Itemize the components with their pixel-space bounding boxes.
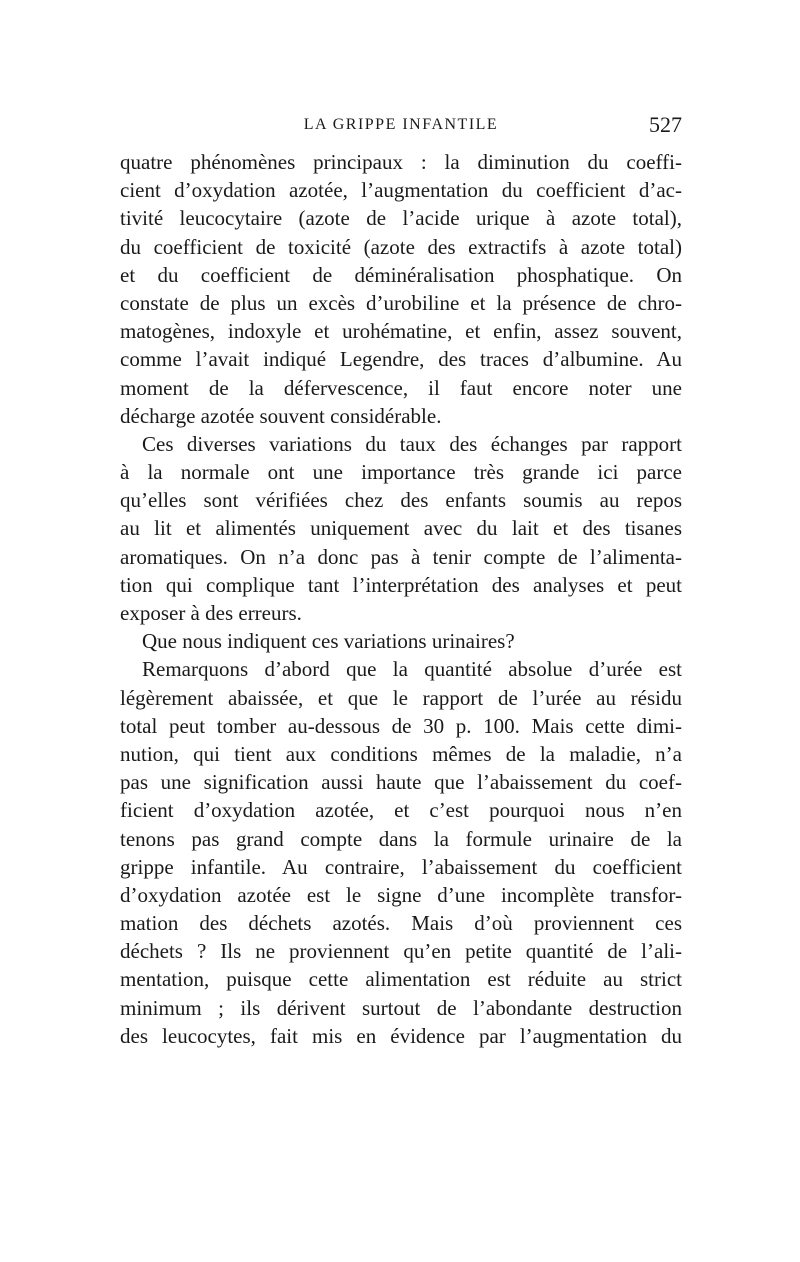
text-line: constate de plus un excès d’urobiline et la présence de chro- [120,290,682,315]
text-line: comme l’avait indiqué Legendre, des traces d’albumine. Au [120,347,682,372]
text-line: Que nous indiquent ces variations urinaires? [142,629,515,654]
running-title: LA GRIPPE INFANTILE [303,116,499,133]
text-line: matogènes, indoxyle et urohématine, et enfin, assez souvent, [120,319,682,344]
text-line: mation des déchets azotés. Mais d’où proviennent ces [120,911,682,936]
text-line: cient d’oxydation azotée, l’augmentation du coefficient d’ac- [120,178,682,203]
text-line: Ces diverses variations du taux des échanges par rapport [142,431,682,456]
text-line: minimum ; ils dérivent surtout de l’abondante destruction [120,995,682,1020]
body-text [120,148,682,1050]
text-line: quatre phénomènes principaux : la diminution du coeffi- [120,150,682,174]
text-line: légèrement abaissée, et que le rapport de l’urée au résidu [120,685,682,710]
text-line: d’oxydation azotée est le signe d’une incomplète transfor- [120,882,682,907]
text-line: tivité leucocytaire (azote de l’acide urique à azote total), [120,206,682,231]
text-line: aromatiques. On n’a donc pas à tenir compte de l’alimenta- [120,544,682,569]
text-line: nution, qui tient aux conditions mêmes de la maladie, n’a [120,741,682,766]
text-line: mentation, puisque cette alimentation est réduite au strict [120,967,682,992]
text-line: grippe infantile. Au contraire, l’abaissement du coefficient [120,854,682,879]
text-line: qu’elles sont vérifiées chez des enfants soumis au repos [120,488,682,513]
text-line: Remarquons d’abord que la quantité absolue d’urée est [142,657,682,682]
text-line: au lit et alimentés uniquement avec du lait et des tisanes [120,516,682,541]
text-line: total peut tomber au-dessous de 30 p. 100. Mais cette dimi- [120,713,682,738]
text-line: pas une signification aussi haute que l’abaissement du coef- [120,770,682,795]
text-line: à la normale ont une importance très grande ici parce [120,460,682,485]
text-line: déchets ? Ils ne proviennent qu’en petite quantité de l’ali- [120,939,682,964]
text-line: moment de la défervescence, il faut encore noter une [120,375,682,400]
text-line: du coefficient de toxicité (azote des extractifs à azote total) [120,234,682,259]
text-line: décharge azotée souvent considérable. [120,403,442,428]
running-head [120,112,682,142]
text-line: des leucocytes, fait mis en évidence par l’augmentation du [120,1023,682,1048]
text-line: et du coefficient de déminéralisation phosphatique. On [120,262,682,287]
text-line: tion qui complique tant l’interprétation des analyses et peut [120,572,682,597]
page-number: 527 [649,112,682,137]
text-line: tenons pas grand compte dans la formule urinaire de la [120,826,682,851]
text-line: ficient d’oxydation azotée, et c’est pourquoi nous n’en [120,798,682,823]
text-line: exposer à des erreurs. [120,601,302,625]
